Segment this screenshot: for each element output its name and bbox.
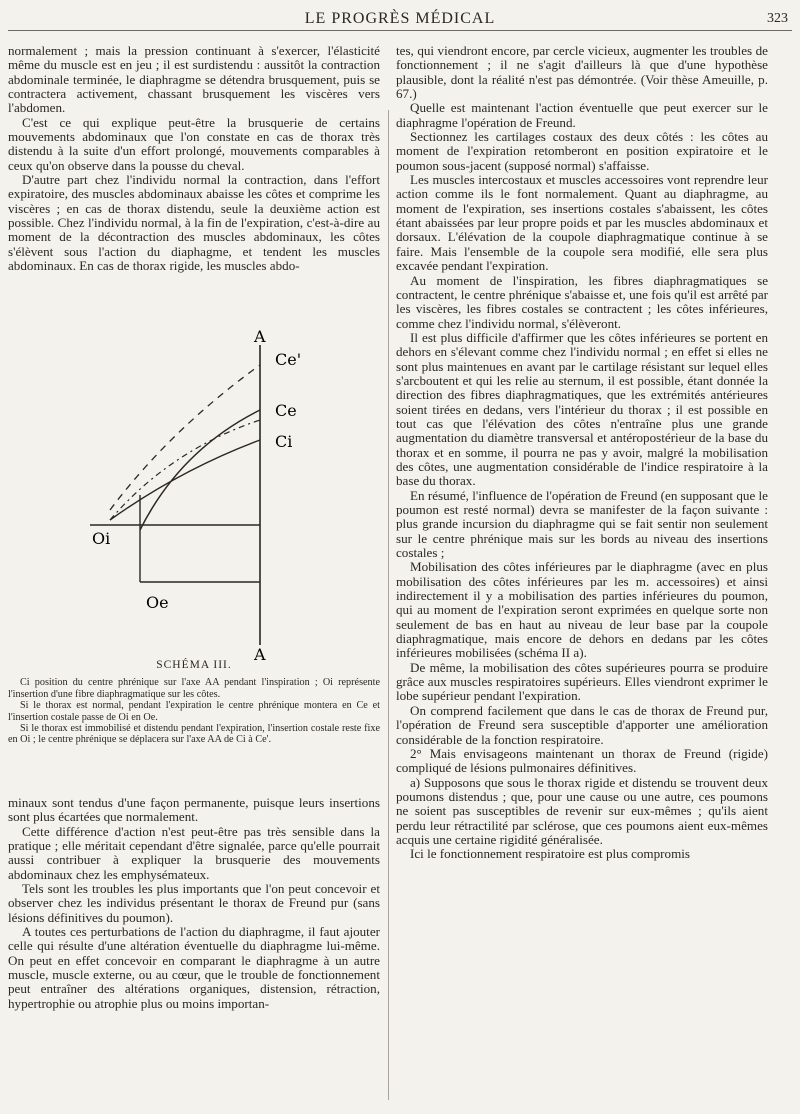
paragraph: a) Supposons que sous le thorax rigide et distendu se trouvent deux poumons distendus ; que, pour une cause ou une autre, ces poumons ne soient pas susceptibles de revenir sur eux-mêmes ; qu'ils aient perdu leur rétractilité par sclérose, que ces poumons aient eux-mêmes acquis une certaine rigidité généralisée. — [396, 774, 768, 847]
figure-caption — [8, 660, 380, 746]
curve-ci — [110, 440, 260, 520]
caption-line: Si le thorax est normal, pendant l'expiration le centre phrénique montera en Ce et l'insertion costale passe de Oi en Oe. — [8, 700, 380, 723]
label-ce-prime: Ce' — [275, 350, 302, 369]
label-ce: Ce — [275, 401, 297, 420]
schema-figure — [30, 330, 350, 660]
paragraph: De même, la mobilisation des côtes supérieures pourra se produire grâce aux muscles respiratoires supérieurs. Elles viendront exprimer le lobe supérieur pendant l'expiration. — [396, 659, 768, 704]
curve-ce — [140, 410, 260, 530]
paragraph: Quelle est maintenant l'action éventuelle que peut exercer sur le diaphragme l'opération de Freund. — [396, 100, 768, 130]
right-column — [396, 44, 768, 862]
paragraph: Les muscles intercostaux et muscles accessoires vont reprendre leur action comme ils le font normalement. Quant au diaphragme, au moment de l'expiration, ses insertions costales s'abaissent, les côtes étant abaissées par leur propre poids et par les muscles abdominaux et dorsaux. L'élévation de la coupole diaphragmatique continue à se faire. Mais l'ensemble de la coupole sera modifié, elle sera plus excavée pendant l'expiration. — [396, 172, 768, 274]
running-header — [8, 8, 792, 31]
paragraph: En résumé, l'influence de l'opération de Freund (en supposant que le poumon est resté normal) devra se manifester de la façon suivante : plus grande incursion du diaphragme qui se fait sentir non seulement sur le centre phrénique mais sur les bords au niveau des insertions costales ; — [396, 487, 768, 561]
label-oi: Oi — [92, 529, 111, 548]
caption-line: Si le thorax est immobilisé et distendu pendant l'expiration, l'insertion costale reste fixe en Oi ; le centre phrénique se déplacera sur l'axe AA de Ci à Ce'. — [8, 723, 380, 746]
paragraph: Sectionnez les cartilages costaux des deux côtés : les côtes au moment de l'expiration retomberont en position expiratoire et le poumon sous-jacent (supposé normal) s'affaisse. — [396, 129, 768, 173]
label-A-bottom: A — [254, 645, 266, 660]
paragraph: Cette différence d'action n'est peut-être pas très sensible dans la pratique ; elle méritait cependant d'être signalée, parce qu'elle pourrait aussi contribuer à expliquer la brusquerie des mouvements abdominaux chez les emphysémateux. — [8, 823, 380, 882]
paragraph: Tels sont les troubles les plus importants que l'on peut concevoir et observer chez les individus présentant le thorax de Freund pur (sans lésions définitives du poumon). — [8, 881, 380, 925]
paragraph: 2° Mais envisageons maintenant un thorax de Freund (rigide) compliqué de lésions pulmonaires définitives. — [396, 745, 768, 776]
paragraph: tes, qui viendront encore, par cercle vicieux, augmenter les troubles de fonctionnement ; il ne s'agit d'ailleurs là que d'une hypothèse plausible, dont la réalité n'est pas démontrée. (Voir thèse Ameuille, p. 67.) — [396, 43, 768, 102]
paragraph: Mobilisation des côtes inférieures par le diaphragme (avec en plus mobilisation des côtes inférieures par les m. accessoires) et ainsi indirectement il y a mobilisation des parties inférieures du poumon, qui au moment de l'expiration seront exprimées en quelque sorte non seulement de bas en haut au niveau de leur base par la coupole diaphragmatique, mais encore de dehors en dedans par les côtes inférieures mobilisées (schéma II a). — [396, 559, 768, 661]
journal-title: LE PROGRÈS MÉDICAL — [304, 10, 496, 27]
paragraph: minaux sont tendus d'une façon permanente, puisque leurs insertions sont plus écartées que normalement. — [8, 795, 380, 825]
caption-line: Ci position du centre phrénique sur l'axe AA pendant l'inspiration ; Oi représente l'insertion d'une fibre diaphragmatique sur les côtes. — [8, 677, 380, 700]
caption-title: SCHÉMA III. — [156, 659, 232, 671]
label-oe: Oe — [146, 593, 169, 612]
paragraph: On comprend facilement que dans le cas de thorax de Freund pur, l'opération de Freund sera susceptible d'apporter une amélioration considérable de la fonction respiratoire. — [396, 702, 768, 747]
paragraph: C'est ce qui explique peut-être la brusquerie de certains mouvements abdominaux que l'on constate en cas de thorax très distendu à la suite d'un effort prolongé, mouvements comparables à ceux qu'on observe dans la pousse du cheval. — [8, 114, 380, 173]
paragraph: Au moment de l'inspiration, les fibres diaphragmatiques se contractent, le centre phrénique s'abaisse et, une fois qu'il est arrêté par les viscères, les fibres costales se contractent ; les côtes inférieures, comme chez l'individu normal, s'élèveront. — [396, 272, 768, 331]
paragraph: D'autre part chez l'individu normal la contraction, dans l'effort expiratoire, des muscles abdominaux abaisse les côtes et comprime les viscères ; en cas de thorax distendu, seule la deuxième action est possible. Chez l'individu normal, à la fin de l'expiration, c'est-à-dire au moment de la décontraction des muscles abdominaux, les côtes s'élèvent sous l'action du diaphagme, et tendent les muscles abdominaux. En cas de thorax rigide, les muscles abdo- — [8, 172, 380, 274]
label-A-top: A — [254, 330, 266, 346]
schema-diagram — [30, 330, 350, 660]
paragraph: Ici le fonctionnement respiratoire est plus compromis — [410, 846, 690, 862]
curve-ce-prime — [110, 365, 260, 510]
paragraph: Il est plus difficile d'affirmer que les côtes inférieures se portent en dehors en s'élevant comme chez l'individu normal ; en effet si elles ne sont plus maintenues en avant par le cartilage résistant sur lequel elles s'arcboutent et qui les relie au sternum, il est possible, étant donnée la direction des fibres diaphragmatiques, que les extrémités antérieures soient tirées en dedans, vers l'intérieur du thorax ; il est possible en tout cas que l'élévation des côtes n'entraîne plus une grande augmentation du diamètre transversal et antéropostérieur de la base du thorax et en somme, il pourra ne pas y avoir, malgré la mobilisation des côtes, une augmentation considérable de l'indice respiratoire à la base du thorax. — [396, 329, 768, 489]
paragraph: normalement ; mais la pression continuant à s'exercer, l'élasticité même du muscle est en jeu ; il est surdistendu : aussitôt la contraction abdominale terminée, le diaphragme se détendra brusquement, puis se contractera activement, chassant brusquement les viscères vers l'abdomen. — [8, 43, 380, 116]
label-ci: Ci — [275, 432, 293, 451]
left-column-top — [8, 44, 380, 274]
page-number: 323 — [767, 11, 788, 26]
left-column-bottom — [8, 796, 380, 1011]
column-divider — [388, 110, 389, 1100]
paragraph: A toutes ces perturbations de l'action du diaphragme, il faut ajouter celle qui résulte d'une altération éventuelle du diaphragme lui-même. On peut en effet concevoir en comparant le diaphragme à un autre muscle, muscle externe, ou au cœur, que le trouble de fonctionnement peut entraîner des altérations organiques, distension, rétraction, hypertrophie ou atrophie plus ou moins importan- — [8, 924, 380, 1011]
